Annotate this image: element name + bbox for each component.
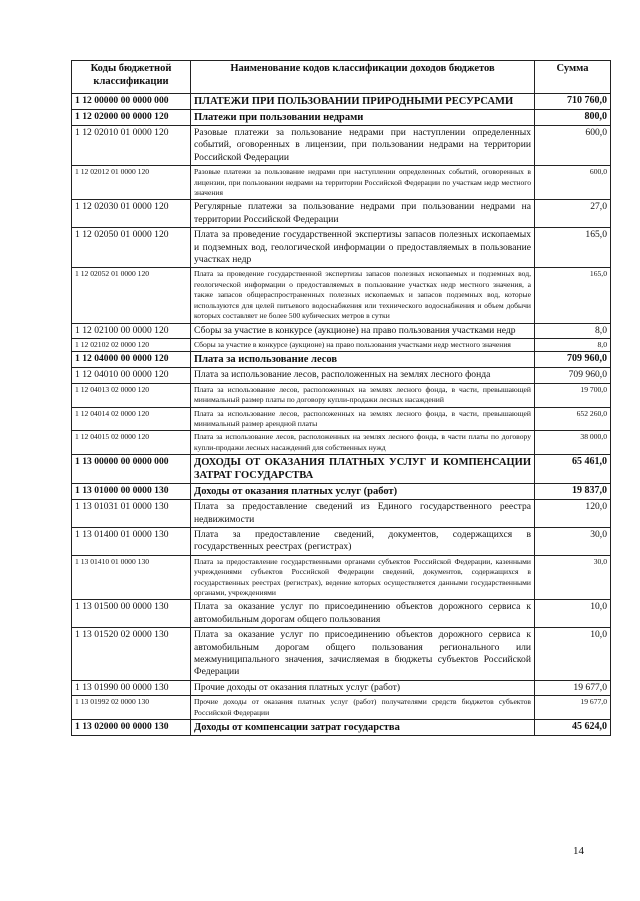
row-sum: 600,0	[535, 126, 611, 166]
row-sum: 30,0	[535, 555, 611, 600]
row-code: 1 13 00000 00 0000 000	[72, 455, 191, 484]
row-name: Сборы за участие в конкурсе (аукционе) на право пользования участками недр	[191, 323, 535, 338]
row-code: 1 13 01410 01 0000 130	[72, 555, 191, 600]
row-code: 1 12 04000 00 0000 120	[72, 352, 191, 368]
row-name: Платежи при пользовании недрами	[191, 110, 535, 126]
row-code: 1 12 02012 01 0000 120	[72, 166, 191, 200]
row-sum: 8,0	[535, 323, 611, 338]
row-name: ДОХОДЫ ОТ ОКАЗАНИЯ ПЛАТНЫХ УСЛУГ И КОМПЕНСАЦИИ ЗАТРАТ ГОСУДАРСТВА	[191, 455, 535, 484]
table-row	[72, 455, 611, 484]
row-code: 1 12 02010 01 0000 120	[72, 126, 191, 166]
table-row	[72, 484, 611, 500]
table-header-row	[72, 61, 611, 94]
row-sum: 120,0	[535, 500, 611, 528]
table-row	[72, 126, 611, 166]
table-row	[72, 527, 611, 555]
row-name: Регулярные платежи за пользование недрами при пользовании недрами на территории Российской Федерации	[191, 200, 535, 228]
row-code: 1 13 01990 00 0000 130	[72, 680, 191, 695]
table-row	[72, 628, 611, 681]
row-code: 1 12 02100 00 0000 120	[72, 323, 191, 338]
row-name: Плата за предоставление государственными органами субъектов Российской Федерации, казенными учреждениями субъектов Российской Федерации сведений, документов, содержащихся в государственных реестрах (регистрах), ведение которых осуществляется данными государственными органами, учреждениями	[191, 555, 535, 600]
row-code: 1 12 04015 02 0000 120	[72, 431, 191, 455]
row-sum: 65 461,0	[535, 455, 611, 484]
row-sum: 19 677,0	[535, 696, 611, 720]
row-sum: 165,0	[535, 268, 611, 323]
row-name: Прочие доходы от оказания платных услуг (работ) получателями средств бюджетов субъектов Российской Федерации	[191, 696, 535, 720]
row-name: Плата за проведение государственной экспертизы запасов полезных ископаемых и подземных вод, геологической информации о предоставляемых в пользование участках недр местного значения, а также запасов общераспространенных полезных ископаемых и запасов подземных вод, которые используются для целей питьевого водоснабжения или технического водоснабжения и объем добычи которых составляет не более 500 кубических метров в сутки	[191, 268, 535, 323]
table-row	[72, 268, 611, 323]
row-code: 1 12 02030 01 0000 120	[72, 200, 191, 228]
table-row	[72, 431, 611, 455]
table-row	[72, 200, 611, 228]
header-name: Наименование кодов классификации доходов бюджетов	[191, 61, 535, 94]
row-sum: 8,0	[535, 338, 611, 351]
row-name: Доходы от компенсации затрат государства	[191, 720, 535, 736]
row-sum: 709 960,0	[535, 352, 611, 368]
row-name: Плата за использование лесов, расположенных на землях лесного фонда, в части, превышающей минимальный размер платы по договору купли-продажи лесных насаждений	[191, 383, 535, 407]
table-row	[72, 323, 611, 338]
row-code: 1 13 01500 00 0000 130	[72, 600, 191, 628]
table-row	[72, 680, 611, 695]
table-row	[72, 600, 611, 628]
table-row	[72, 383, 611, 407]
table-row	[72, 696, 611, 720]
row-sum: 10,0	[535, 600, 611, 628]
row-code: 1 13 01992 02 0000 130	[72, 696, 191, 720]
row-name: Плата за проведение государственной экспертизы запасов полезных ископаемых и подземных вод, геологической информации о предоставляемых в пользование участках недр	[191, 228, 535, 268]
row-name: Плата за использование лесов, расположенных на землях лесного фонда, в части платы по договору купли-продажи лесных насаждений для собственных нужд	[191, 431, 535, 455]
table-row	[72, 352, 611, 368]
row-sum: 19 677,0	[535, 680, 611, 695]
row-name: Плата за использование лесов, расположенных на землях лесного фонда, в части, превышающей минимальный размер арендной платы	[191, 407, 535, 431]
table-row	[72, 338, 611, 351]
header-sum: Сумма	[535, 61, 611, 94]
table-row	[72, 555, 611, 600]
row-code: 1 13 01400 01 0000 130	[72, 527, 191, 555]
row-name: Плата за использование лесов	[191, 352, 535, 368]
row-code: 1 12 02000 00 0000 120	[72, 110, 191, 126]
row-name: Плата за использование лесов, расположенных на землях лесного фонда	[191, 368, 535, 383]
row-code: 1 12 04014 02 0000 120	[72, 407, 191, 431]
row-sum: 165,0	[535, 228, 611, 268]
row-name: Прочие доходы от оказания платных услуг (работ)	[191, 680, 535, 695]
row-name: Плата за предоставление сведений, документов, содержащихся в государственных реестрах (регистрах)	[191, 527, 535, 555]
row-name: Разовые платежи за пользование недрами при наступлении определенных событий, оговоренных в лицензии, при пользовании недрами на территории Российской Федерации по участкам недр местного значения	[191, 166, 535, 200]
row-name: Плата за оказание услуг по присоединению объектов дорожного сервиса к автомобильным дорогам общего пользования	[191, 600, 535, 628]
row-code: 1 12 04010 00 0000 120	[72, 368, 191, 383]
table-row	[72, 368, 611, 383]
row-code: 1 12 00000 00 0000 000	[72, 94, 191, 110]
row-code: 1 12 02102 02 0000 120	[72, 338, 191, 351]
table-row	[72, 407, 611, 431]
budget-classification-table	[71, 60, 611, 736]
row-sum: 652 260,0	[535, 407, 611, 431]
row-sum: 710 760,0	[535, 94, 611, 110]
header-code: Коды бюджетной классификации	[72, 61, 191, 94]
row-sum: 27,0	[535, 200, 611, 228]
table-row	[72, 166, 611, 200]
row-name: Разовые платежи за пользование недрами при наступлении определенных событий, оговоренных в лицензии, при пользовании недрами на территории Российской Федерации	[191, 126, 535, 166]
table-row	[72, 720, 611, 736]
table-row	[72, 94, 611, 110]
row-sum: 709 960,0	[535, 368, 611, 383]
row-sum: 45 624,0	[535, 720, 611, 736]
row-sum: 30,0	[535, 527, 611, 555]
row-sum: 19 700,0	[535, 383, 611, 407]
row-code: 1 13 02000 00 0000 130	[72, 720, 191, 736]
row-name: Доходы от оказания платных услуг (работ)	[191, 484, 535, 500]
row-sum: 19 837,0	[535, 484, 611, 500]
row-code: 1 13 01000 00 0000 130	[72, 484, 191, 500]
row-sum: 600,0	[535, 166, 611, 200]
row-sum: 10,0	[535, 628, 611, 681]
row-code: 1 12 02050 01 0000 120	[72, 228, 191, 268]
table-row	[72, 500, 611, 528]
row-sum: 38 000,0	[535, 431, 611, 455]
table-row	[72, 228, 611, 268]
row-name: Сборы за участие в конкурсе (аукционе) на право пользования участками недр местного значения	[191, 338, 535, 351]
row-name: Плата за оказание услуг по присоединению объектов дорожного сервиса к автомобильным дорогам общего пользования регионального или межмуниципального значения, зачисляемая в бюджеты субъектов Российской Федерации	[191, 628, 535, 681]
row-code: 1 12 04013 02 0000 120	[72, 383, 191, 407]
row-code: 1 13 01031 01 0000 130	[72, 500, 191, 528]
table-row	[72, 110, 611, 126]
row-code: 1 13 01520 02 0000 130	[72, 628, 191, 681]
row-sum: 800,0	[535, 110, 611, 126]
page-number: 14	[573, 845, 584, 857]
row-code: 1 12 02052 01 0000 120	[72, 268, 191, 323]
row-name: Плата за предоставление сведений из Единого государственного реестра недвижимости	[191, 500, 535, 528]
row-name: ПЛАТЕЖИ ПРИ ПОЛЬЗОВАНИИ ПРИРОДНЫМИ РЕСУРСАМИ	[191, 94, 535, 110]
